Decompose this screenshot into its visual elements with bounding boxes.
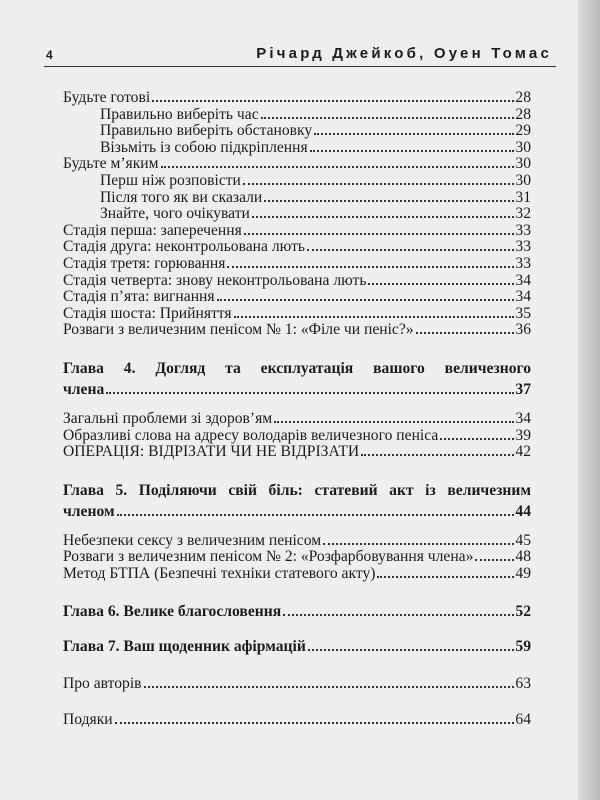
chapter-title-line1: Глава 4. Догляд та експлуатація вашого величезного [63, 359, 531, 377]
spacer [63, 461, 531, 480]
toc-chapter-entry[interactable] [63, 601, 531, 622]
page-number: 4 [46, 48, 53, 62]
dot-leader [377, 576, 514, 578]
toc-entry-title: Загальні проблеми зі здоров’ям [63, 409, 273, 427]
toc-entry-page: 49 [515, 564, 531, 582]
toc-entry-title: Про авторів [63, 675, 142, 693]
toc-entry-page: 34 [515, 288, 531, 306]
toc-entry-title: Глава 6. Велике благословення [63, 603, 282, 621]
spacer [63, 622, 531, 636]
toc-subsection[interactable] [63, 206, 531, 223]
toc-entry-page: 33 [515, 238, 531, 256]
toc-subsection[interactable] [63, 107, 531, 124]
toc-section[interactable] [63, 322, 531, 339]
dot-leader [217, 299, 515, 301]
toc-entry-page: 30 [515, 171, 531, 189]
toc-entry-page: 44 [515, 502, 531, 520]
dot-leader [234, 316, 515, 318]
dot-leader [283, 614, 514, 616]
toc-entry-title: Після того як ви сказали [100, 188, 263, 206]
toc-section[interactable] [63, 156, 531, 173]
toc-section[interactable] [63, 411, 531, 428]
toc-entry-page: 34 [515, 271, 531, 289]
dot-leader [368, 283, 514, 285]
toc-entry-page: 33 [515, 254, 531, 272]
toc-entry-page: 59 [515, 638, 531, 656]
toc-entry-page: 30 [515, 138, 531, 156]
toc-entry-page: 42 [515, 443, 531, 461]
toc-section[interactable] [63, 273, 531, 290]
toc-entry-title: Правильно виберіть час [100, 105, 259, 123]
dot-leader [161, 166, 515, 168]
toc-section[interactable] [63, 676, 531, 693]
toc-entry-page: 30 [515, 155, 531, 173]
toc-section[interactable] [63, 223, 531, 240]
dot-leader [416, 332, 515, 334]
dot-leader [261, 117, 515, 119]
toc-entry-page: 28 [515, 105, 531, 123]
toc-chapter [63, 480, 531, 522]
dot-leader [274, 421, 514, 423]
toc-entry-page: 29 [515, 122, 531, 140]
dot-leader [440, 438, 514, 440]
dot-leader [152, 100, 514, 102]
toc-entry-page: 48 [515, 548, 531, 566]
toc-section[interactable] [63, 239, 531, 256]
toc-entry-title: Розваги з величезним пенісом № 1: «Філе чи пеніс?» [63, 321, 414, 339]
dot-leader [227, 266, 514, 268]
toc-entry-title: Стадія третя: горювання [63, 254, 226, 272]
toc-entry-page: 32 [515, 205, 531, 223]
spacer [63, 582, 531, 601]
toc-entry-title: Глава 7. Ваш щоденник афірмацій [63, 638, 306, 656]
dot-leader [115, 722, 515, 724]
toc-entry-title: Стадія п’ята: вигнання [63, 288, 215, 306]
toc-entry-title: Метод БТПА (Безпечні техніки статевого акту) [63, 564, 376, 582]
running-title: Річард Джейкоб, Оуен Томас [256, 45, 552, 62]
dot-leader [307, 249, 514, 251]
toc-section[interactable] [63, 90, 531, 107]
toc-subsection[interactable] [63, 190, 531, 207]
toc-entry-title: Стадія шоста: Прийняття [63, 304, 232, 322]
toc-section[interactable] [63, 289, 531, 306]
toc-entry-title: Правильно виберіть обстановку [100, 122, 313, 140]
dot-leader [252, 216, 515, 218]
toc-chapter-entry[interactable] [63, 501, 531, 522]
spacer [63, 657, 531, 676]
toc-entry-page: 45 [515, 531, 531, 549]
toc-entry-title: ОПЕРАЦІЯ: ВІДРІЗАТИ ЧИ НЕ ВІДРІЗАТИ [63, 443, 360, 461]
toc-entry-page: 37 [515, 380, 531, 398]
toc-chapter [63, 601, 531, 622]
toc-entry-title: Стадія перша: заперечення [63, 221, 242, 239]
toc-entry-title: Розваги з величезним пенісом № 2: «Розфарбовування члена» [63, 548, 474, 566]
toc-section[interactable] [63, 549, 531, 566]
toc-entry-page: 28 [515, 89, 531, 106]
toc-entry-page: 52 [515, 603, 531, 621]
toc-entry-title: Будьте м’яким [63, 155, 159, 173]
toc-chapter [63, 636, 531, 657]
toc-entry-title: членом [63, 502, 115, 520]
toc-entry-title: Знайте, чого очікувати [100, 205, 250, 223]
toc-entry-title: Стадія друга: неконтрольована лють [63, 238, 305, 256]
toc-section[interactable] [63, 428, 531, 445]
running-header [44, 44, 556, 67]
dot-leader [475, 559, 514, 561]
toc-entry-page: 64 [515, 711, 531, 729]
toc-section[interactable] [63, 533, 531, 550]
toc-subsection[interactable] [63, 123, 531, 140]
dot-leader [361, 454, 514, 456]
dot-leader [244, 233, 515, 235]
toc-section[interactable] [63, 444, 531, 461]
dot-leader [117, 514, 515, 516]
toc-subsection[interactable] [63, 173, 531, 190]
table-of-contents [63, 90, 531, 729]
toc-entry-title: Будьте готові [63, 89, 151, 106]
dot-leader [144, 686, 515, 688]
dot-leader [323, 543, 514, 545]
toc-entry-title: Образливі слова на адресу володарів величезного пеніса [63, 426, 439, 444]
dot-leader [106, 392, 514, 394]
toc-entry-page: 35 [515, 304, 531, 322]
dot-leader [264, 200, 514, 202]
page-edge-shadow [578, 0, 600, 800]
toc-entry-page: 39 [515, 426, 531, 444]
toc-entry-page: 63 [515, 675, 531, 693]
toc-section[interactable] [63, 306, 531, 323]
toc-entry-title: Перш ніж розповісти [100, 171, 241, 189]
toc-entry-title: Небезпеки сексу з величезним пенісом [63, 531, 322, 549]
toc-chapter-entry[interactable] [63, 636, 531, 657]
toc-entry-page: 33 [515, 221, 531, 239]
spacer [63, 693, 531, 712]
toc-chapter [63, 358, 531, 400]
toc-entry-title: Стадія четверта: знову неконтрольована лють [63, 271, 367, 289]
dot-leader [243, 183, 514, 185]
dot-leader [314, 133, 514, 135]
toc-section[interactable] [63, 256, 531, 273]
toc-entry-page: 31 [515, 188, 531, 206]
chapter-title-line1: Глава 5. Поділяючи свій біль: статевий акт із величезним [63, 481, 531, 499]
toc-entry-title: Візьміть із собою підкріплення [100, 138, 308, 156]
toc-section[interactable] [63, 712, 531, 729]
toc-entry-page: 34 [515, 409, 531, 427]
toc-entry-title: Подяки [63, 711, 113, 729]
dot-leader [310, 150, 515, 152]
toc-entry-page: 36 [515, 321, 531, 339]
toc-entry-title: члена [63, 380, 105, 398]
toc-chapter-entry[interactable] [63, 379, 531, 400]
toc-subsection[interactable] [63, 140, 531, 157]
spacer [63, 339, 531, 358]
dot-leader [308, 649, 515, 651]
toc-section[interactable] [63, 566, 531, 583]
